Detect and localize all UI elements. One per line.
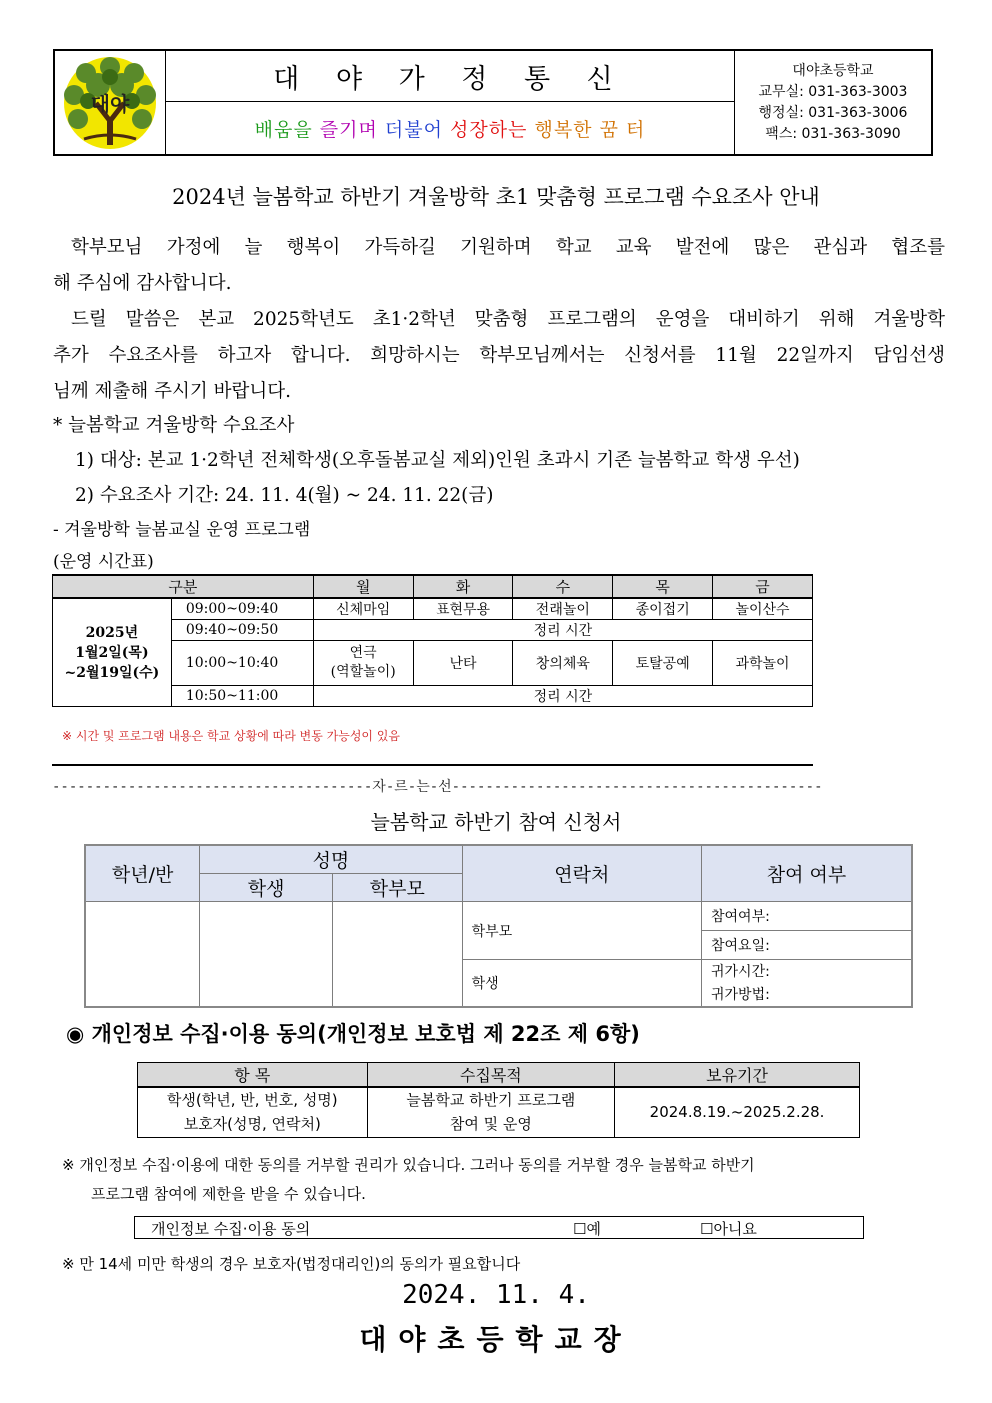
period-end: ~2월19일(수): [64, 664, 160, 681]
slogan-part: 성장하는: [450, 118, 535, 141]
timetable-label: (운영 시간표): [53, 552, 154, 572]
break-cell: 정리 시간: [313, 686, 812, 707]
header-grade-class: 학년/반: [85, 845, 200, 902]
issue-date: 2024. 11. 4.: [402, 1280, 590, 1310]
period-start: 1월2일(목): [75, 644, 149, 661]
return-method-field[interactable]: 귀가방법:: [702, 983, 913, 1007]
slogan-part: 더불어: [384, 118, 450, 141]
program-cell: 과학놀이: [713, 641, 813, 686]
school-logo: [55, 51, 166, 154]
school-contact: [735, 51, 931, 154]
break-cell: 정리 시간: [313, 620, 812, 641]
header-name: 성명: [200, 845, 462, 874]
privacy-notice-line-1: ※ 개인정보 수집·이용에 대한 동의를 거부할 권리가 있습니다. 그러나 동의를 거부할 경우 늘봄학교 하반기: [62, 1156, 755, 1174]
school-slogan: [166, 102, 734, 154]
student-contact-field[interactable]: 학생: [462, 960, 701, 1007]
header-thu: 목: [613, 575, 713, 598]
program-cell: 난타: [413, 641, 513, 686]
day-field[interactable]: 참여요일:: [702, 931, 913, 960]
header-parent-name: 학부모: [332, 874, 462, 902]
consent-label: 개인정보 수집·이용 동의: [151, 1220, 311, 1238]
privacy-purpose-line: 늘봄학교 하반기 프로그램: [406, 1091, 576, 1110]
program-cell: 창의체육: [513, 641, 613, 686]
consent-no-checkbox[interactable]: ☐아니요: [700, 1220, 757, 1238]
newsletter-title: 대 야 가 정 통 신: [166, 51, 734, 102]
phone-admin: 행정실: 031-363-3006: [758, 104, 908, 121]
header-student-name: 학생: [200, 874, 333, 902]
header-fri: 금: [713, 575, 813, 598]
header-purpose: 수집목적: [367, 1063, 615, 1088]
schedule-note: ※ 시간 및 프로그램 내용은 학교 상황에 따라 변동 가능성이 있음: [62, 729, 401, 743]
return-time-field[interactable]: 귀가시간:: [702, 960, 913, 983]
privacy-notice-line-2: 프로그램 참여에 제한을 받을 수 있습니다.: [91, 1185, 366, 1203]
time-slot: 09:40~09:50: [171, 620, 313, 641]
minor-consent-note: ※ 만 14세 미만 학생의 경우 보호자(법정대리인)의 동의가 필요합니다: [62, 1255, 521, 1273]
program-cell: 표현무용: [413, 598, 513, 620]
privacy-items-cell: [138, 1087, 368, 1137]
slogan-part: 배움을: [254, 118, 320, 141]
program-cell: 토탈공예: [613, 641, 713, 686]
svg-text:대야: 대야: [90, 91, 130, 116]
survey-period: 2) 수요조사 기간: 24. 11. 4(월) ~ 24. 11. 22(금): [75, 485, 494, 506]
student-name-field[interactable]: [200, 902, 333, 1007]
period-cell: [53, 598, 172, 707]
parent-contact-field[interactable]: 학부모: [462, 902, 701, 960]
program-cell: 종이접기: [613, 598, 713, 620]
time-slot: 10:50~11:00: [171, 686, 313, 707]
application-form: [84, 844, 913, 1008]
header-items: 항 목: [138, 1063, 368, 1088]
slogan-part: 즐기며: [319, 118, 385, 141]
grade-class-field[interactable]: [85, 902, 200, 1007]
program-cell: 신체마임: [313, 598, 413, 620]
header-retention: 보유기간: [615, 1063, 860, 1088]
privacy-item-line: 보호자(성명, 연락처): [183, 1115, 321, 1134]
privacy-purpose-line: 참여 및 운영: [449, 1115, 532, 1134]
schedule-table: [52, 574, 813, 707]
fax-number: 팩스: 031-363-3090: [765, 125, 901, 142]
header-wed: 수: [513, 575, 613, 598]
school-logo-icon: [62, 55, 158, 151]
program-line: (역할놀이): [330, 664, 396, 680]
consent-box: [134, 1216, 864, 1239]
privacy-heading: ◉ 개인정보 수집·이용 동의(개인정보 보호법 제 22조 제 6항): [66, 1022, 640, 1046]
paragraph-2-line-3: 님께 제출해 주시기 바랍니다.: [53, 381, 291, 402]
program-line: 연극: [349, 645, 377, 661]
paragraph-1-line-2: 해 주심에 감사합니다.: [53, 273, 232, 294]
program-cell: 전래놀이: [513, 598, 613, 620]
document-title: 2024년 늘봄학교 하반기 겨울방학 초1 맞춤형 프로그램 수요조사 안내: [172, 185, 820, 209]
survey-heading: * 늘봄학교 겨울방학 수요조사: [53, 415, 295, 436]
time-slot: 09:00~09:40: [171, 598, 313, 620]
program-cell: 놀이산수: [713, 598, 813, 620]
header-participation: 참여 여부: [702, 845, 913, 902]
header-mon: 월: [313, 575, 413, 598]
school-name: 대야초등학교: [792, 62, 874, 79]
survey-target: 1) 대상: 본교 1·2학년 전체학생(오후돌봄교실 제외)인원 초과시 기존 늘봄학교 학생 우선): [75, 450, 800, 471]
program-heading: - 겨울방학 늘봄교실 운영 프로그램: [53, 520, 311, 540]
time-slot: 10:00~10:40: [171, 641, 313, 686]
privacy-purpose-cell: [367, 1087, 615, 1137]
privacy-period-cell: 2024.8.19.~2025.2.28.: [615, 1087, 860, 1137]
phone-office: 교무실: 031-363-3003: [758, 83, 908, 100]
program-cell: [313, 641, 413, 686]
participation-field[interactable]: 참여여부:: [702, 902, 913, 931]
paragraph-2-line-2: 추가 수요조사를 하고자 합니다. 희망하시는 학부모님께서는 신청서를 11월 22일까지 담임선생: [53, 345, 945, 366]
divider: [52, 764, 813, 766]
paragraph-1-line-1: 학부모님 가정에 늘 행복이 가득하길 기원하며 학교 교육 발전에 많은 관심과 협조를: [71, 237, 945, 258]
header-contact: 연락처: [462, 845, 701, 902]
form-title: 늘봄학교 하반기 참여 신청서: [370, 810, 622, 834]
privacy-table: [137, 1062, 860, 1138]
paragraph-2-line-1: 드릴 말씀은 본교 2025학년도 초1·2학년 맞춤형 프로그램의 운영을 대비하기 위해 겨울방학: [71, 309, 945, 330]
newsletter-header: [53, 49, 933, 156]
cut-line: --------------------------------------자-르-는-선--------------------------------------------: [52, 779, 823, 795]
slogan-part: 행복한 꿈 터: [534, 118, 646, 141]
consent-yes-checkbox[interactable]: ☐예: [573, 1220, 601, 1238]
header-category: 구분: [53, 575, 314, 598]
header-tue: 화: [413, 575, 513, 598]
parent-name-field[interactable]: [332, 902, 462, 1007]
signer: 대야초등학교장: [359, 1323, 633, 1356]
period-year: 2025년: [85, 624, 139, 641]
privacy-item-line: 학생(학년, 반, 번호, 성명): [166, 1091, 338, 1110]
